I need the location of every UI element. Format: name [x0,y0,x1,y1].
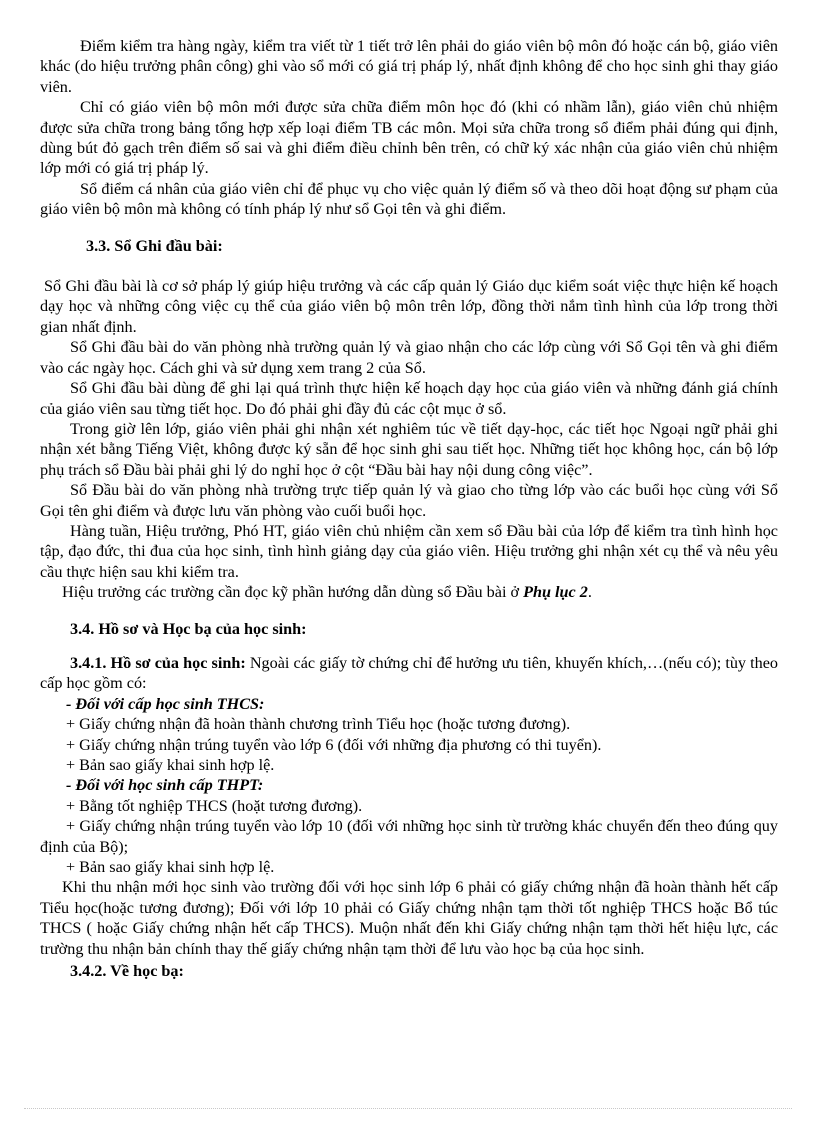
list-item: + Bằng tốt nghiệp THCS (hoặt tương đương). [66,796,363,815]
section-heading-3-3: 3.3. Sổ Ghi đầu bài: [86,236,223,255]
list-item: + Giấy chứng nhận đã hoàn thành chương trình Tiểu học (hoặc tương đương). [66,715,571,734]
paragraph-33-4: Trong giờ lên lớp, giáo viên phải ghi nhận xét nghiêm túc về tiết dạy-học, các tiết học Ngoại ngữ phải ghi nhận xét bằng Tiếng Việt, không được ký sẵn để học sinh ghi sau tiết học. Những tiết học không học, cán bộ lớp phụ trách sổ Đầu bài phải ghi lý do nghỉ học ở cột “Đầu bài hay nội dung công việc”. [40,419,778,479]
appendix-ref-prefix: Hiệu trưởng các trường cần đọc kỹ phần hướng dẫn dùng sổ Đầu bài ở [62,583,524,602]
thpt-label: - Đối với học sinh cấp THPT: [66,776,264,795]
appendix-ref-suffix: . [587,583,592,602]
paragraph-score-correction: Chỉ có giáo viên bộ môn mới được sửa chữa điểm môn học đó (khi có nhầm lẫn), giáo viên chủ nhiệm được sửa chữa trong bảng tổng hợp xếp loại điểm TB các môn. Mọi sửa chữa trong sổ điểm phải đúng qui định, dùng bút đỏ gạch trên điểm số sai và ghi điểm điều chỉnh bên trên, có chữ ký xác nhận của giáo viên chủ nhiệm lớp mới có giá trị pháp lý. [40,98,778,178]
paragraph-34-closing: Khi thu nhận mới học sinh vào trường đối với học sinh lớp 6 phải có giấy chứng nhận đã hoàn thành hết cấp Tiểu học(hoặc tương đương); Đối với lớp 10 phải có Giấy chứng nhận tạm thời tốt nghiệp THCS hoặc Bổ túc THCS ( hoặc Giấy chứng nhận hết cấp THCS). Muộn nhất đến khi Giấy chứng nhận tạm thời hết hiệu lực, các trường thu nhận bản chính thay thế giấy chứng nhận tạm thời để lưu vào học bạ của học sinh. [40,878,778,958]
list-item: + Bản sao giấy khai sinh hợp lệ. [66,756,275,774]
list-item: + Giấy chứng nhận trúng tuyển vào lớp 10 (đối với những học sinh từ trường khác chuyển đến theo đúng quy định của Bộ); [40,817,778,856]
paragraph-33-1: Sổ Ghi đầu bài là cơ sở pháp lý giúp hiệu trưởng và các cấp quản lý Giáo dục kiểm soát việc thực hiện kế hoạch dạy học và những công việc cụ thể của giáo viên bộ môn trên lớp, đồng thời nắm tình hình của lớp trong thời gian nhất định. [40,277,778,336]
section-heading-3-4: 3.4. Hồ sơ và Học bạ của học sinh: [70,619,307,638]
subsection-label-3-4-2: 3.4.2. Về học bạ: [70,962,184,981]
subsection-label-3-4-1: 3.4.1. Hồ sơ của học sinh: [70,653,246,672]
list-item: + Giấy chứng nhận trúng tuyển vào lớp 6 (đối với những địa phương có thi tuyển). [66,735,602,754]
thcs-label: - Đối với cấp học sinh THCS: [66,694,265,713]
page-bottom-divider [24,1108,792,1109]
paragraph-33-5: Sổ Đầu bài do văn phòng nhà trường trực tiếp quản lý và giao cho từng lớp vào các buổi học cùng với Sổ Gọi tên ghi điểm và được lưu văn phòng vào cuối buổi học. [40,481,778,520]
paragraph-33-7 [40,582,778,602]
appendix-ref: Phụ lục 2 [523,583,588,602]
paragraph-personal-gradebook: Sổ điểm cá nhân của giáo viên chỉ để phục vụ cho việc quản lý điểm số và theo dõi hoạt động sư phạm của giáo viên bộ môn mà không có tính pháp lý như sổ Gọi tên và ghi điểm. [40,179,778,219]
paragraph-341-intro [40,653,778,694]
document-page [40,36,778,981]
paragraph-33-3: Sổ Ghi đầu bài dùng để ghi lại quá trình thực hiện kế hoạch dạy học của giáo viên và những đánh giá chính của giáo viên sau từng tiết học. Do đó phải ghi đầy đủ các cột mục ở sổ. [40,379,778,418]
list-item: + Bản sao giấy khai sinh hợp lệ. [66,858,275,877]
subsection-text-3-4-1: Ngoài các giấy tờ chứng chỉ để hưởng ưu tiên, khuyến khích,…(nếu có); tùy theo cấp học gồm có: [40,653,779,693]
paragraph-33-2: Sổ Ghi đầu bài do văn phòng nhà trường quản lý và giao nhận cho các lớp cùng với Sổ Gọi tên và ghi điểm vào các ngày học. Cách ghi và sử dụng xem trang 2 của Sổ. [40,338,778,377]
paragraph-33-6: Hàng tuần, Hiệu trưởng, Phó HT, giáo viên chủ nhiệm cần xem sổ Đầu bài của lớp để kiểm tra tình hình học tập, đạo đức, thi đua của học sinh, tình hình giảng dạy của giáo viên. Hiệu trưởng ghi nhận xét cụ thể và nêu yêu cầu thực hiện sau khi kiểm tra. [40,521,778,581]
paragraph-score-entry: Điểm kiểm tra hàng ngày, kiểm tra viết từ 1 tiết trở lên phải do giáo viên bộ môn đó hoặc cán bộ, giáo viên khác (do hiệu trưởng phân công) ghi vào sổ mới có giá trị pháp lý, nhất định không để cho học sinh ghi thay giáo viên. [40,37,778,96]
